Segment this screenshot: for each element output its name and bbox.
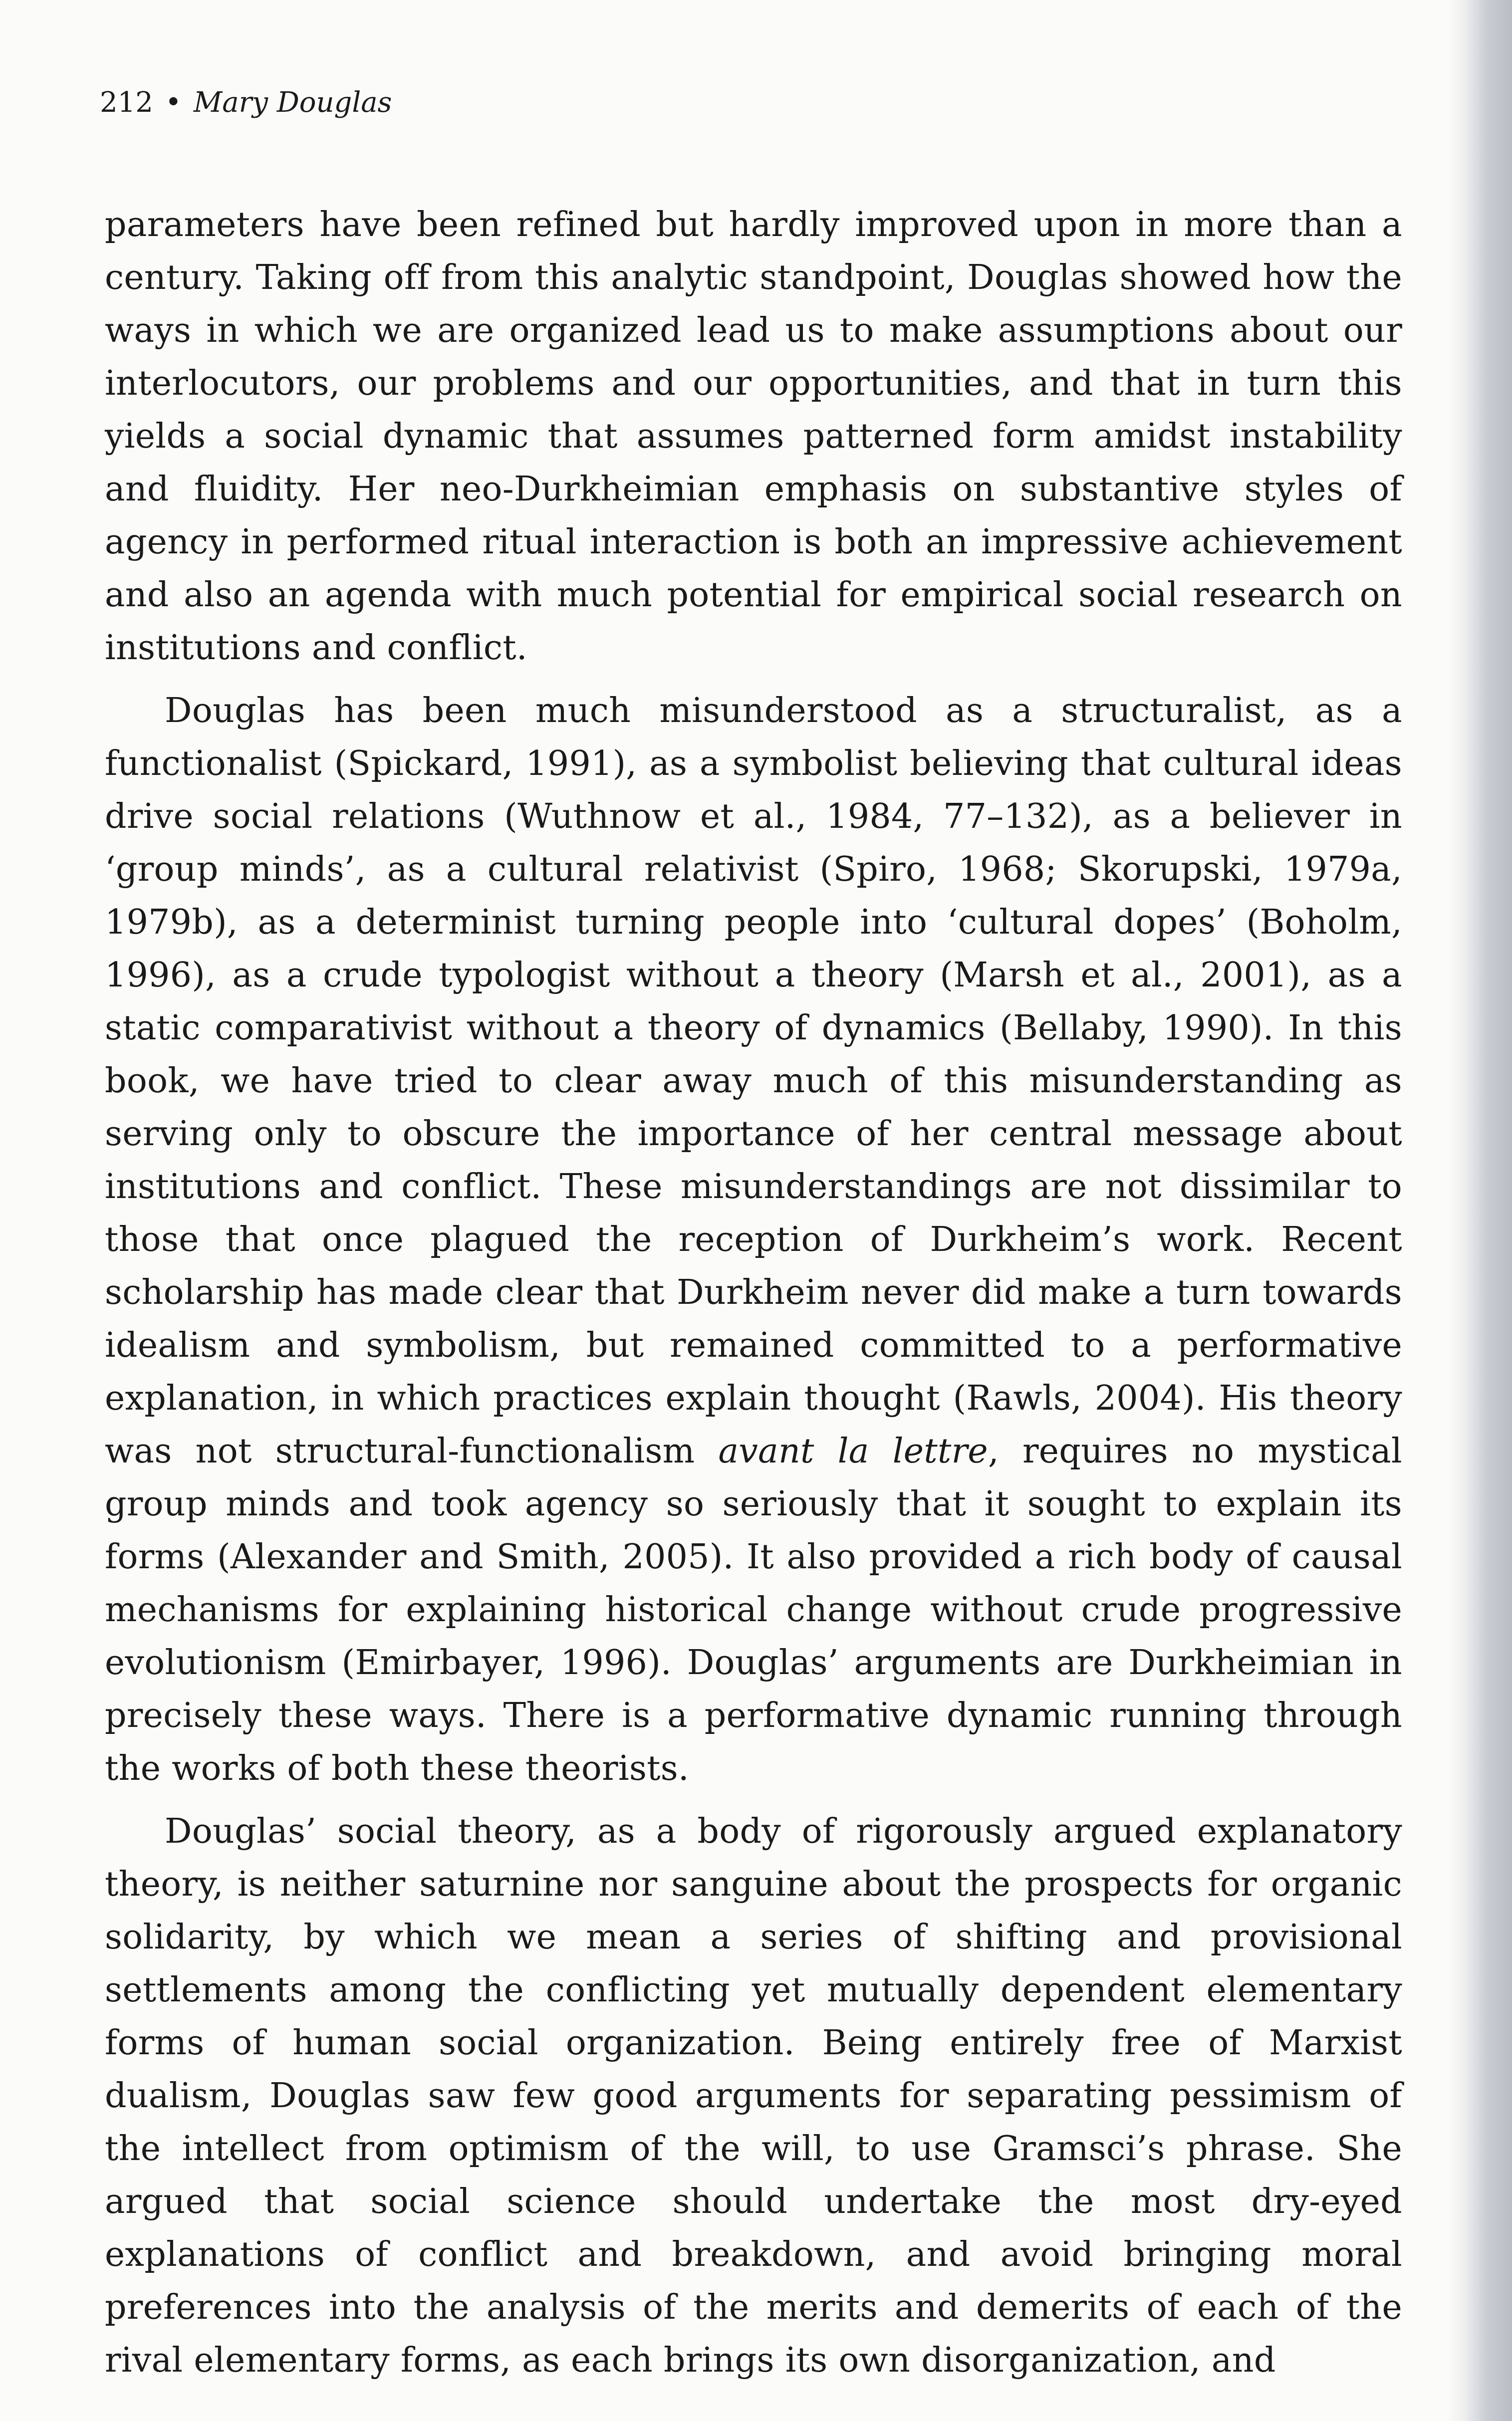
paragraph-2-part-1: Douglas has been much misunderstood as a structuralist, as a functionalist (Spickard, 1991), as a symbolist believing that cultural ideas drive social relations (Wuthnow et al., 1984, 77–132), as a believer in ‘group minds’, as a cultural relativist (Spiro, 1968; Skorupski, 1979a, 1979b), as a determinist turning people into ‘cultural dopes’ (Boholm, 1996), as a crude typologist without a theory (Marsh et al., 2001), as a static comparativist without a theory of dynamics (Bellaby, 1990). In this book, we have tried to clear away much of this misunderstanding as serving only to obscure the importance of her central message about institutions and conflict. These misunderstandings are not dissimilar to those that once plagued the reception of Durkheim’s work. Recent scholarship has made clear that Durkheim never did make a turn towards idealism and symbolism, but remained committed to a performative explanation, in which practices explain thought (Rawls, 2004). His theory was not structural-functionalism [105, 691, 1402, 1471]
paragraph-1: parameters have been refined but hardly improved upon in more than a century. Taking off from this analytic standpoint, Douglas showed how the ways in which we are organized lead us to make assumptions about our interlocutors, our problems and our opportunities, and that in turn this yields a social dynamic that assumes patterned form amidst instability and fluidity. Her neo-Durkheimian emphasis on substantive styles of agency in performed ritual interaction is both an impressive achievement and also an agenda with much potential for empirical social research on institutions and conflict. [105, 205, 1402, 668]
spine-shadow [1447, 0, 1467, 2421]
body-text [105, 199, 1402, 2387]
page-number: 212 [100, 86, 153, 119]
running-head-author: Mary Douglas [193, 86, 392, 119]
running-head-bullet: • [165, 86, 182, 119]
paragraph-2-part-2: , requires no mystical group minds and took agency so seriously that it sought to explain its forms (Alexander and Smith, 2005). It also provided a rich body of causal mechanisms for explaining historical change without crude progressive evolutionism (Emirbayer, 1996). Douglas’ arguments are Durkheimian in precisely these ways. There is a performative dynamic running through the works of both these theorists. [105, 1432, 1402, 1788]
italic-phrase: avant la lettre [718, 1432, 988, 1471]
paragraph-2 [105, 685, 1402, 1795]
page-edge [1467, 0, 1512, 2421]
running-head [100, 86, 392, 119]
paragraph-3: Douglas’ social theory, as a body of rigorously argued explanatory theory, is neither saturnine nor sanguine about the prospects for organic solidarity, by which we mean a series of shifting and provisional settlements among the conflicting yet mutually dependent elementary forms of human social organization. Being entirely free of Marxist dualism, Douglas saw few good arguments for separating pessimism of the intellect from optimism of the will, to use Gramsci’s phrase. She argued that social science should undertake the most dry-eyed explanations of conflict and breakdown, and avoid bringing moral preferences into the analysis of the merits and demerits of each of the rival elementary forms, as each brings its own disorganization, and [105, 1812, 1402, 2380]
